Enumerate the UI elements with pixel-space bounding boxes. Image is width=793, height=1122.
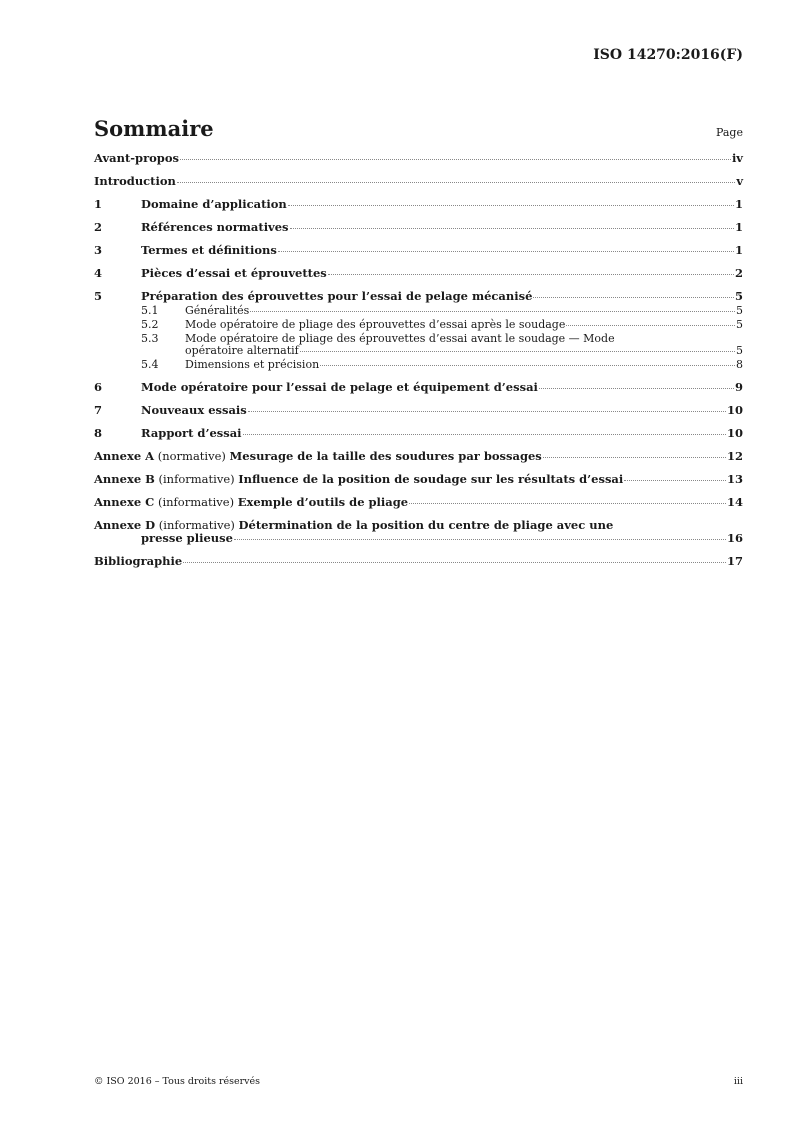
dot-leader [243, 434, 726, 435]
page-column-label: Page [715, 126, 743, 139]
dot-leader [180, 159, 731, 160]
toc-page-number: 10 [726, 403, 743, 417]
toc-annex-a[interactable] [94, 450, 743, 463]
dot-leader [290, 228, 734, 229]
toc-annex-c[interactable] [94, 496, 743, 509]
toc-entry-text-line1: Mode opératoire de pliage des éprouvettes d’essai avant le soudage — Mode [185, 332, 615, 345]
toc-entry-text: Domaine d’application [141, 197, 287, 211]
toc-entry-text: Nouveaux essais [141, 403, 247, 417]
annex-kind: (informative) [157, 495, 235, 509]
title-row [94, 113, 743, 141]
toc-page-number: 10 [726, 426, 743, 440]
toc-annex-b[interactable] [94, 473, 743, 486]
toc-page-number: 1 [734, 220, 743, 234]
toc-entry-text: Mesurage de la taille des soudures par bossages [229, 449, 542, 463]
dot-leader [300, 351, 735, 352]
dot-leader [248, 411, 726, 412]
toc-entry-text: Généralités [185, 304, 250, 317]
toc-page-number: 5 [736, 344, 743, 357]
annex-label: Annexe D [94, 518, 156, 532]
toc-clause-number: 2 [94, 220, 103, 234]
table-of-contents [94, 152, 743, 568]
toc-entry-introduction[interactable] [94, 175, 743, 188]
toc-page-number: 5 [736, 304, 743, 317]
document-id: ISO 14270:2016(F) [593, 47, 743, 63]
dot-leader [539, 388, 734, 389]
toc-entry-text: Dimensions et précision [185, 358, 320, 371]
footer-page-number: iii [733, 1076, 743, 1087]
toc-page-number: 9 [734, 380, 743, 394]
toc-subentry-5-1[interactable] [141, 305, 743, 317]
toc-entry-3[interactable] [94, 244, 743, 257]
toc-entry-7[interactable] [94, 404, 743, 417]
toc-clause-number: 3 [94, 243, 103, 257]
toc-entry-8[interactable] [94, 427, 743, 440]
toc-page-number: 13 [726, 472, 743, 486]
toc-clause-number: 5.4 [141, 358, 159, 371]
toc-entry-text: Mode opératoire pour l’essai de pelage et équipement d’essai [141, 380, 538, 394]
dot-leader [250, 311, 735, 312]
toc-entry-4[interactable] [94, 267, 743, 280]
toc-entry-text: Influence de la position de soudage sur les résultats d’essai [238, 472, 624, 486]
toc-subentry-5-2[interactable] [141, 319, 743, 331]
toc-page-number: 1 [734, 243, 743, 257]
toc-entry-text-line1: Détermination de la position du centre de pliage avec une [238, 518, 614, 532]
toc-entry-text: Préparation des éprouvettes pour l’essai de pelage mécanisé [141, 289, 533, 303]
dot-leader [288, 205, 734, 206]
toc-clause-number: 7 [94, 403, 103, 417]
dot-leader [328, 274, 734, 275]
toc-subentry-5-3[interactable] [141, 333, 743, 357]
toc-page-number: 8 [736, 358, 743, 371]
annex-label: Annexe B [94, 472, 155, 486]
dot-leader [409, 503, 726, 504]
toc-clause-number: 4 [94, 266, 103, 280]
toc-clause-number: 5.2 [141, 318, 159, 331]
toc-annex-d[interactable] [94, 519, 743, 545]
dot-leader [320, 365, 735, 366]
dot-leader [278, 251, 734, 252]
toc-page-number: 5 [734, 289, 743, 303]
copyright-notice: © ISO 2016 – Tous droits réservés [94, 1076, 261, 1087]
toc-subentry-5-4[interactable] [141, 359, 743, 371]
toc-page-number: 17 [726, 554, 743, 568]
toc-clause-number: 5.1 [141, 304, 159, 317]
toc-entry-5[interactable] [94, 290, 743, 303]
toc-entry-text: Termes et définitions [141, 243, 277, 257]
dot-leader [624, 480, 726, 481]
toc-entry-text: Pièces d’essai et éprouvettes [141, 266, 327, 280]
dot-leader [543, 457, 726, 458]
dot-leader [566, 325, 735, 326]
toc-page-number: 5 [736, 318, 743, 331]
annex-kind: (normative) [157, 449, 226, 463]
dot-leader [234, 539, 726, 540]
toc-entry-1[interactable] [94, 198, 743, 211]
toc-page-number: 14 [726, 495, 743, 509]
toc-clause-number: 5 [94, 289, 103, 303]
toc-clause-number: 1 [94, 197, 103, 211]
toc-entry-text: Introduction [94, 174, 176, 188]
page-footer [94, 1076, 743, 1087]
page-title: Sommaire [94, 116, 214, 141]
dot-leader [183, 562, 726, 563]
toc-entry-text-line2: opératoire alternatif [185, 344, 299, 357]
toc-entry-bibliographie[interactable] [94, 555, 743, 568]
annex-label: Annexe A [94, 449, 155, 463]
toc-entry-text: Rapport d’essai [141, 426, 242, 440]
toc-entry-text: Bibliographie [94, 554, 183, 568]
annex-kind: (informative) [158, 518, 235, 532]
toc-entry-text: Avant-propos [94, 151, 179, 165]
toc-entry-2[interactable] [94, 221, 743, 234]
dot-leader [177, 182, 735, 183]
toc-clause-number: 5.3 [141, 332, 159, 345]
annex-label: Annexe C [94, 495, 155, 509]
toc-page-number: v [736, 174, 743, 188]
toc-clause-number: 8 [94, 426, 103, 440]
toc-page-number: 2 [734, 266, 743, 280]
toc-entry-avant-propos[interactable] [94, 152, 743, 165]
toc-entry-text: Mode opératoire de pliage des éprouvettes d’essai après le soudage [185, 318, 566, 331]
toc-page-number: 12 [726, 449, 743, 463]
toc-page-number: iv [731, 151, 743, 165]
toc-clause-number: 6 [94, 380, 103, 394]
dot-leader [533, 297, 734, 298]
toc-entry-text: Exemple d’outils de pliage [237, 495, 409, 509]
toc-entry-6[interactable] [94, 381, 743, 394]
toc-page-number: 1 [734, 197, 743, 211]
toc-entry-text-line2: presse plieuse [141, 531, 233, 545]
toc-page-number: 16 [726, 531, 743, 545]
annex-kind: (informative) [158, 472, 235, 486]
toc-entry-text: Références normatives [141, 220, 289, 234]
